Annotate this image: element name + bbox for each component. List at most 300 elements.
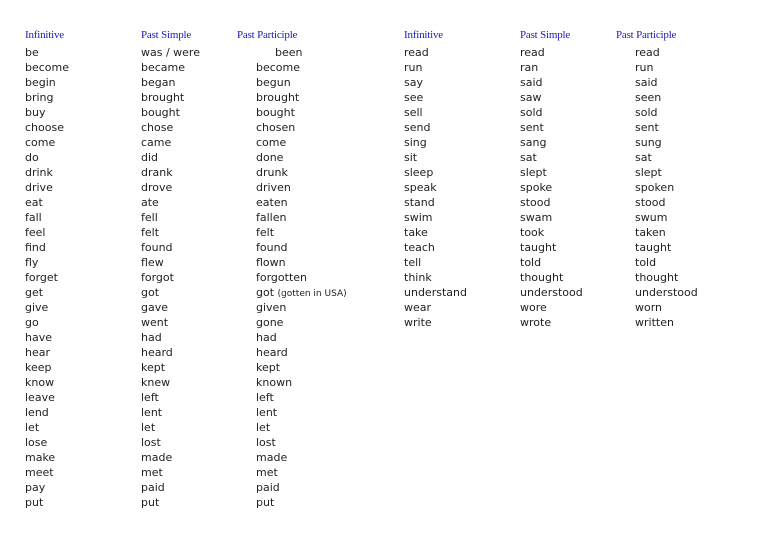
past-simple-text: was / were [141, 46, 200, 59]
header-past-simple: Past Simple [141, 29, 192, 41]
verb-row [25, 375, 377, 390]
verb-row [404, 300, 756, 315]
infinitive-text: eat [25, 196, 43, 209]
past-participle-cell [237, 105, 377, 120]
past-simple-cell [141, 240, 237, 255]
past-simple-cell [520, 150, 616, 165]
verb-row [25, 105, 377, 120]
past-simple-text: came [141, 136, 172, 149]
past-participle-text: driven [256, 181, 291, 194]
past-simple-cell [520, 255, 616, 270]
past-simple-cell [141, 105, 237, 120]
past-participle-cell [616, 90, 756, 105]
infinitive-text: keep [25, 361, 52, 374]
past-simple-text: made [141, 451, 173, 464]
past-simple-text: chose [141, 121, 174, 134]
past-simple-cell [141, 360, 237, 375]
past-simple-cell [141, 150, 237, 165]
verb-row [25, 165, 377, 180]
infinitive-text: get [25, 286, 44, 299]
infinitive-cell [404, 270, 520, 285]
infinitive-cell [25, 435, 141, 450]
past-participle-cell [237, 480, 377, 495]
infinitive-text: feel [25, 226, 46, 239]
past-participle-cell [616, 75, 756, 90]
infinitive-text: become [25, 61, 70, 74]
past-participle-cell [237, 135, 377, 150]
past-simple-text: sold [520, 106, 543, 119]
past-simple-text: met [141, 466, 163, 479]
infinitive-cell [25, 60, 141, 75]
infinitive-text: sleep [404, 166, 434, 179]
verb-row [25, 390, 377, 405]
infinitive-cell [404, 225, 520, 240]
past-simple-text: slept [520, 166, 547, 179]
infinitive-cell [25, 375, 141, 390]
past-participle-text: taught [635, 241, 672, 254]
past-simple-text: drank [141, 166, 173, 179]
infinitive-text: write [404, 316, 432, 329]
past-simple-cell [141, 270, 237, 285]
past-simple-text: kept [141, 361, 166, 374]
header-row [404, 24, 756, 41]
past-simple-cell [520, 195, 616, 210]
past-participle-cell [237, 285, 377, 300]
past-participle-text: told [635, 256, 657, 269]
past-simple-cell [141, 75, 237, 90]
header-past-participle: Past Participle [616, 29, 677, 41]
past-participle-text: paid [256, 481, 280, 494]
infinitive-text: read [404, 46, 429, 59]
past-participle-cell [616, 60, 756, 75]
past-simple-text: lost [141, 436, 161, 449]
infinitive-cell [25, 45, 141, 60]
past-simple-text: heard [141, 346, 173, 359]
past-simple-cell [520, 165, 616, 180]
header-row [25, 24, 377, 41]
past-simple-text: ran [520, 61, 539, 74]
infinitive-cell [25, 240, 141, 255]
past-participle-cell [237, 180, 377, 195]
infinitive-cell [25, 75, 141, 90]
past-participle-cell [616, 180, 756, 195]
verb-row [25, 435, 377, 450]
past-simple-cell [520, 135, 616, 150]
past-participle-cell [237, 375, 377, 390]
past-simple-cell [141, 195, 237, 210]
infinitive-cell [404, 210, 520, 225]
past-simple-cell [141, 165, 237, 180]
verb-row [25, 450, 377, 465]
past-participle-text: done [256, 151, 284, 164]
past-participle-cell [237, 195, 377, 210]
past-participle-text: understood [635, 286, 698, 299]
infinitive-cell [25, 480, 141, 495]
past-participle-cell [237, 300, 377, 315]
past-simple-text: put [141, 496, 160, 509]
verb-row [25, 150, 377, 165]
past-simple-text: sent [520, 121, 544, 134]
past-simple-text: taught [520, 241, 557, 254]
past-simple-cell [520, 315, 616, 330]
past-simple-cell [520, 90, 616, 105]
verb-row [404, 195, 756, 210]
past-participle-cell [237, 150, 377, 165]
verb-row [404, 210, 756, 225]
verb-row [25, 345, 377, 360]
past-simple-cell [141, 345, 237, 360]
past-participle-cell [237, 90, 377, 105]
verb-row [25, 120, 377, 135]
past-participle-text: kept [256, 361, 281, 374]
infinitive-cell [25, 360, 141, 375]
past-participle-text: gone [256, 316, 284, 329]
verb-row [25, 195, 377, 210]
past-simple-cell [141, 405, 237, 420]
past-participle-cell [616, 240, 756, 255]
verb-row [25, 330, 377, 345]
infinitive-cell [25, 120, 141, 135]
past-participle-text: stood [635, 196, 666, 209]
past-participle-text: felt [256, 226, 275, 239]
past-participle-text: known [256, 376, 293, 389]
past-simple-cell [520, 270, 616, 285]
infinitive-cell [404, 315, 520, 330]
infinitive-cell [25, 330, 141, 345]
verb-row [404, 225, 756, 240]
verb-row [404, 180, 756, 195]
infinitive-cell [25, 165, 141, 180]
past-simple-text: began [141, 76, 176, 89]
infinitive-text: swim [404, 211, 433, 224]
past-simple-text: let [141, 421, 156, 434]
infinitive-text: sell [404, 106, 423, 119]
infinitive-text: be [25, 46, 39, 59]
past-participle-cell [616, 285, 756, 300]
infinitive-text: give [25, 301, 49, 314]
verb-row [25, 465, 377, 480]
past-participle-text: heard [256, 346, 288, 359]
verb-row [404, 315, 756, 330]
past-participle-cell [616, 255, 756, 270]
verb-table-left [25, 24, 377, 510]
infinitive-text: fly [25, 256, 39, 269]
past-participle-cell [237, 465, 377, 480]
past-participle-text: been [275, 46, 303, 59]
past-participle-text: flown [256, 256, 286, 269]
infinitive-text: have [25, 331, 52, 344]
verb-row [404, 45, 756, 60]
infinitive-cell [25, 180, 141, 195]
infinitive-text: bring [25, 91, 54, 104]
past-participle-cell [237, 210, 377, 225]
past-simple-cell [141, 90, 237, 105]
verb-row [404, 150, 756, 165]
past-participle-text: drunk [256, 166, 288, 179]
verb-row [404, 285, 756, 300]
past-participle-text: sat [635, 151, 652, 164]
infinitive-text: say [404, 76, 423, 89]
past-simple-text: ate [141, 196, 159, 209]
past-simple-text: stood [520, 196, 551, 209]
infinitive-text: take [404, 226, 428, 239]
past-simple-text: drove [141, 181, 173, 194]
infinitive-cell [404, 300, 520, 315]
past-simple-text: wore [520, 301, 547, 314]
past-participle-text: had [256, 331, 277, 344]
past-participle-cell [237, 405, 377, 420]
infinitive-text: begin [25, 76, 56, 89]
infinitive-text: pay [25, 481, 46, 494]
past-simple-text: felt [141, 226, 160, 239]
past-simple-cell [520, 240, 616, 255]
past-simple-cell [520, 45, 616, 60]
past-participle-cell [237, 345, 377, 360]
infinitive-text: choose [25, 121, 64, 134]
infinitive-text: know [25, 376, 55, 389]
past-participle-text: left [256, 391, 274, 404]
infinitive-cell [25, 225, 141, 240]
infinitive-text: lose [25, 436, 48, 449]
past-simple-text: got [141, 286, 160, 299]
past-participle-text: met [256, 466, 278, 479]
past-participle-text: become [256, 61, 301, 74]
infinitive-text: drive [25, 181, 53, 194]
past-participle-cell [616, 45, 756, 60]
past-participle-text: taken [635, 226, 666, 239]
past-simple-text: saw [520, 91, 542, 104]
infinitive-text: leave [25, 391, 55, 404]
usage-note: (gotten in USA) [277, 289, 347, 299]
infinitive-text: run [404, 61, 423, 74]
past-participle-cell [616, 210, 756, 225]
infinitive-cell [25, 90, 141, 105]
past-participle-cell [237, 315, 377, 330]
past-simple-cell [141, 330, 237, 345]
infinitive-text: do [25, 151, 39, 164]
infinitive-text: see [404, 91, 424, 104]
infinitive-text: wear [404, 301, 432, 314]
infinitive-cell [25, 300, 141, 315]
past-simple-text: lent [141, 406, 163, 419]
infinitive-cell [25, 450, 141, 465]
past-simple-text: sang [520, 136, 547, 149]
past-participle-text: seen [635, 91, 662, 104]
past-participle-text: let [256, 421, 271, 434]
past-simple-text: swam [520, 211, 553, 224]
past-participle-cell [237, 75, 377, 90]
past-simple-cell [520, 210, 616, 225]
past-participle-text: bought [256, 106, 295, 119]
infinitive-cell [404, 165, 520, 180]
past-participle-text: lost [256, 436, 276, 449]
past-simple-text: went [141, 316, 169, 329]
past-simple-text: found [141, 241, 173, 254]
infinitive-cell [404, 75, 520, 90]
infinitive-text: understand [404, 286, 467, 299]
verb-row [25, 480, 377, 495]
infinitive-cell [404, 195, 520, 210]
verb-row [25, 270, 377, 285]
infinitive-text: buy [25, 106, 46, 119]
past-simple-cell [141, 225, 237, 240]
verb-row [25, 420, 377, 435]
verb-row [25, 300, 377, 315]
past-simple-text: forgot [141, 271, 174, 284]
infinitive-cell [25, 255, 141, 270]
header-past-simple: Past Simple [520, 29, 571, 41]
past-participle-cell [237, 270, 377, 285]
verb-list-right [404, 45, 756, 330]
past-simple-text: did [141, 151, 159, 164]
past-simple-cell [141, 210, 237, 225]
infinitive-cell [25, 465, 141, 480]
infinitive-text: forget [25, 271, 58, 284]
infinitive-text: send [404, 121, 431, 134]
past-participle-cell [237, 165, 377, 180]
verb-row [25, 90, 377, 105]
past-simple-text: thought [520, 271, 564, 284]
past-participle-cell [616, 135, 756, 150]
infinitive-text: drink [25, 166, 53, 179]
past-simple-cell [141, 450, 237, 465]
past-participle-text: come [256, 136, 287, 149]
verb-row [25, 135, 377, 150]
infinitive-cell [25, 495, 141, 510]
past-simple-text: left [141, 391, 159, 404]
verb-row [404, 90, 756, 105]
past-simple-cell [520, 105, 616, 120]
past-participle-text: brought [256, 91, 300, 104]
past-simple-cell [141, 420, 237, 435]
infinitive-text: fall [25, 211, 42, 224]
verb-row [25, 225, 377, 240]
infinitive-cell [404, 240, 520, 255]
past-participle-text: sung [635, 136, 662, 149]
past-participle-text: sold [635, 106, 658, 119]
past-simple-text: sat [520, 151, 537, 164]
past-participle-text: worn [635, 301, 663, 314]
verb-row [404, 120, 756, 135]
past-simple-cell [520, 300, 616, 315]
verb-table-right [404, 24, 756, 330]
past-participle-text: spoken [635, 181, 675, 194]
past-participle-cell [237, 120, 377, 135]
infinitive-text: find [25, 241, 46, 254]
past-simple-cell [141, 120, 237, 135]
verb-list-left [25, 45, 377, 510]
past-participle-text: given [256, 301, 287, 314]
infinitive-cell [404, 90, 520, 105]
past-participle-cell [237, 45, 377, 60]
verb-row [25, 210, 377, 225]
infinitive-text: meet [25, 466, 54, 479]
past-participle-text: forgotten [256, 271, 308, 284]
past-simple-cell [141, 390, 237, 405]
infinitive-text: put [25, 496, 44, 509]
past-participle-text: run [635, 61, 654, 74]
past-participle-cell [237, 450, 377, 465]
past-participle-text: got [256, 286, 275, 299]
past-simple-text: flew [141, 256, 164, 269]
verb-row [404, 240, 756, 255]
past-simple-cell [141, 315, 237, 330]
verb-row [25, 45, 377, 60]
past-participle-cell [237, 330, 377, 345]
past-simple-text: understood [520, 286, 583, 299]
past-simple-cell [141, 180, 237, 195]
infinitive-cell [25, 270, 141, 285]
past-simple-text: brought [141, 91, 185, 104]
past-participle-text: put [256, 496, 275, 509]
past-participle-text: sent [635, 121, 659, 134]
past-simple-cell [141, 45, 237, 60]
past-participle-cell [237, 60, 377, 75]
past-simple-cell [141, 60, 237, 75]
infinitive-text: teach [404, 241, 435, 254]
past-participle-cell [237, 435, 377, 450]
infinitive-cell [25, 315, 141, 330]
infinitive-cell [25, 345, 141, 360]
past-participle-cell [616, 165, 756, 180]
verb-row [25, 495, 377, 510]
past-participle-text: chosen [256, 121, 296, 134]
infinitive-cell [25, 405, 141, 420]
infinitive-text: go [25, 316, 39, 329]
past-participle-cell [616, 195, 756, 210]
verb-row [25, 255, 377, 270]
past-simple-cell [141, 300, 237, 315]
past-participle-text: lent [256, 406, 278, 419]
verb-row [404, 165, 756, 180]
past-simple-text: gave [141, 301, 169, 314]
verb-row [25, 240, 377, 255]
infinitive-cell [404, 285, 520, 300]
past-participle-text: begun [256, 76, 291, 89]
past-simple-text: said [520, 76, 543, 89]
verb-row [404, 255, 756, 270]
verb-row [25, 285, 377, 300]
past-participle-cell [237, 420, 377, 435]
infinitive-cell [404, 45, 520, 60]
verb-row [404, 135, 756, 150]
infinitive-text: let [25, 421, 40, 434]
past-simple-text: wrote [520, 316, 552, 329]
past-simple-cell [141, 465, 237, 480]
past-simple-text: became [141, 61, 186, 74]
past-simple-cell [141, 480, 237, 495]
past-simple-cell [520, 180, 616, 195]
past-participle-cell [616, 105, 756, 120]
past-participle-cell [616, 225, 756, 240]
past-participle-text: eaten [256, 196, 288, 209]
past-participle-text: slept [635, 166, 662, 179]
verb-row [25, 405, 377, 420]
infinitive-text: speak [404, 181, 437, 194]
past-simple-cell [141, 435, 237, 450]
past-participle-text: fallen [256, 211, 287, 224]
past-participle-text: thought [635, 271, 679, 284]
past-participle-cell [237, 495, 377, 510]
verb-row [404, 75, 756, 90]
past-participle-cell [237, 240, 377, 255]
past-participle-cell [616, 120, 756, 135]
infinitive-text: tell [404, 256, 422, 269]
past-simple-cell [520, 75, 616, 90]
past-simple-cell [141, 495, 237, 510]
header-infinitive: Infinitive [25, 29, 64, 41]
infinitive-text: hear [25, 346, 51, 359]
